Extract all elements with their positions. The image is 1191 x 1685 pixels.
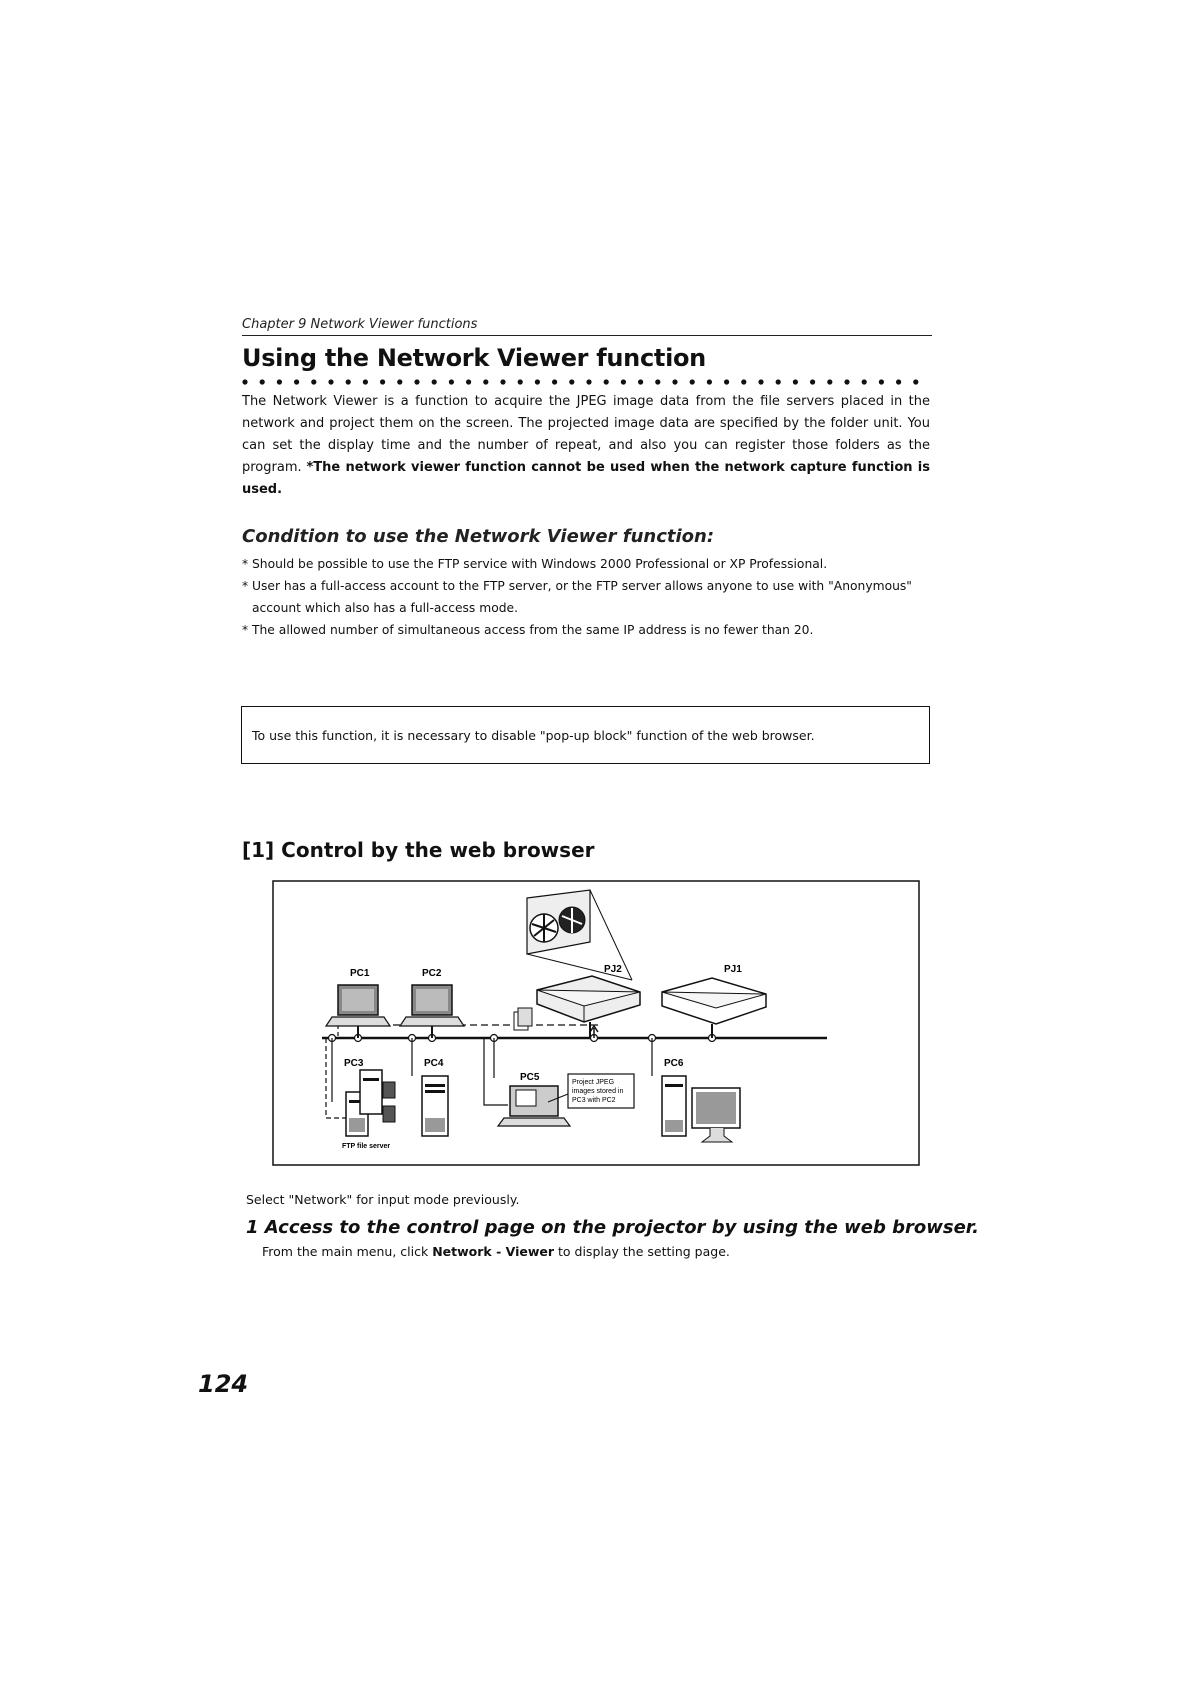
callout-line-2: images stored in — [572, 1088, 624, 1095]
ftp-label: FTP file server — [342, 1143, 391, 1150]
rule-dot — [500, 379, 505, 384]
step-1-text-post: to display the setting page. — [554, 1244, 730, 1259]
rule-dot — [604, 379, 609, 384]
rule-dot — [793, 379, 798, 384]
rule-dot — [518, 379, 523, 384]
step-1-heading: 1 Access to the control page on the projector by using the web browser. — [246, 1217, 979, 1238]
rule-dot — [380, 379, 385, 384]
step-1-description — [262, 1244, 730, 1259]
condition-item: * The allowed number of simultaneous access from the same IP address is no fewer than 20. — [242, 619, 932, 641]
rule-dot — [346, 379, 351, 384]
rule-dot — [260, 379, 265, 384]
pj1-label: PJ1 — [724, 964, 742, 975]
rule-dot — [466, 379, 471, 384]
rule-dot — [569, 379, 574, 384]
rule-dot — [621, 379, 626, 384]
condition-heading: Condition to use the Network Viewer function: — [242, 526, 715, 547]
rule-dot — [432, 379, 437, 384]
pj2-label: PJ2 — [604, 964, 622, 975]
rule-dot — [862, 379, 867, 384]
rule-dot — [690, 379, 695, 384]
step-1-text-pre: From the main menu, click — [262, 1244, 433, 1259]
rule-dot — [311, 379, 316, 384]
title-dotted-rule — [242, 378, 932, 386]
rule-dot — [277, 379, 282, 384]
rule-dot — [879, 379, 884, 384]
rule-dot — [776, 379, 781, 384]
rule-dot — [896, 379, 901, 384]
note-text: To use this function, it is necessary to disable "pop-up block" function of the web browser. — [252, 728, 815, 743]
rule-dot — [741, 379, 746, 384]
rule-dot — [363, 379, 368, 384]
rule-dot — [328, 379, 333, 384]
menu-path: Network - Viewer — [432, 1244, 555, 1259]
rule-dot — [844, 379, 849, 384]
pc2-label: PC2 — [422, 968, 442, 979]
rule-dot — [827, 379, 832, 384]
rule-dot — [810, 379, 815, 384]
rule-dot — [397, 379, 402, 384]
rule-dot — [294, 379, 299, 384]
condition-item: * Should be possible to use the FTP service with Windows 2000 Professional or XP Professional. — [242, 553, 932, 575]
rule-dot — [586, 379, 591, 384]
rule-dot — [707, 379, 712, 384]
chapter-header: Chapter 9 Network Viewer functions — [242, 317, 932, 336]
callout-line-3: PC3 with PC2 — [572, 1097, 616, 1104]
rule-dot — [655, 379, 660, 384]
intro-warning: *The network viewer function cannot be used when the network capture function is used. — [242, 460, 930, 497]
rule-dot — [449, 379, 454, 384]
rule-dot — [913, 379, 918, 384]
pc4-label: PC4 — [424, 1058, 444, 1069]
rule-dot — [672, 379, 677, 384]
subsection-heading: [1] Control by the web browser — [242, 838, 595, 862]
intro-text: The Network Viewer is a function to acquire the JPEG image data from the file servers placed in the network and project them on the screen. The projected image data are specified by the folder unit. You can set the display time and the number of repeat, and also you can register those folders as the program. — [242, 394, 930, 475]
pc3-label: PC3 — [344, 1058, 364, 1069]
pc5-label: PC5 — [520, 1072, 540, 1083]
rule-dot — [535, 379, 540, 384]
rule-dot — [638, 379, 643, 384]
pc6-label: PC6 — [664, 1058, 684, 1069]
rule-dot — [242, 379, 247, 384]
rule-dot — [483, 379, 488, 384]
callout-line-1: Project JPEG — [572, 1079, 615, 1086]
rule-dot — [552, 379, 557, 384]
rule-dot — [758, 379, 763, 384]
condition-list — [242, 553, 932, 641]
network-diagram — [272, 880, 920, 1166]
section-title: Using the Network Viewer function — [242, 344, 706, 372]
pc1-label: PC1 — [350, 968, 370, 979]
condition-item: * User has a full-access account to the FTP server, or the FTP server allows anyone to use with "Anonymous" account which also has a full-access mode. — [242, 575, 932, 619]
pre-step-note: Select "Network" for input mode previously. — [246, 1192, 520, 1207]
rule-dot — [414, 379, 419, 384]
rule-dot — [724, 379, 729, 384]
intro-paragraph — [242, 391, 930, 501]
page-number: 124 — [198, 1370, 249, 1398]
